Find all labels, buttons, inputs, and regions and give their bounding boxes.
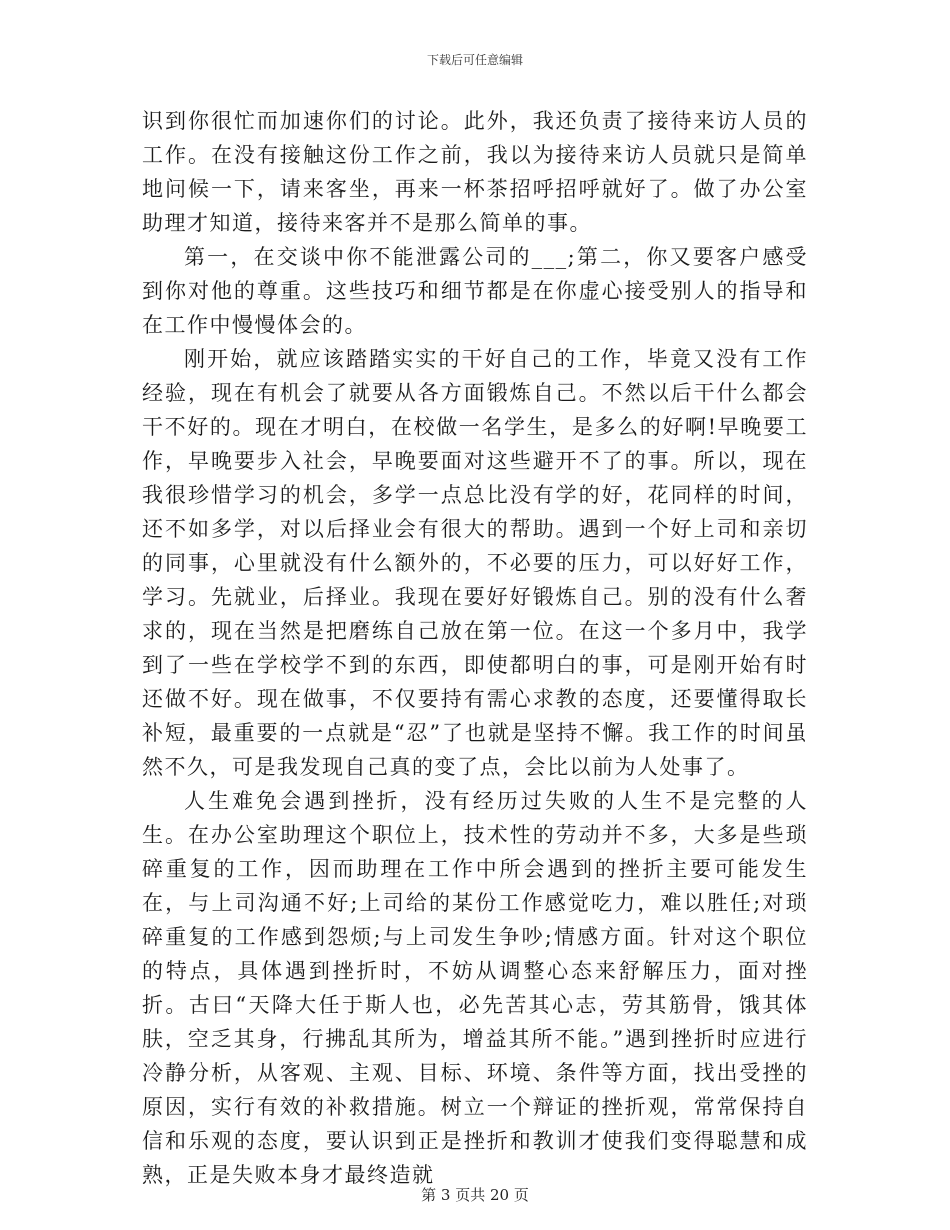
paragraph-3: 刚开始，就应该踏踏实实的干好自己的工作，毕竟又没有工作经验，现在有机会了就要从各方面锻炼自己。不然以后干什么都会干不好的。现在才明白，在校做一名学生，是多么的好啊!早晚要工作，早晚要步入社会，早晚要面对这些避开不了的事。所以，现在我很珍惜学习的机会，多学一点总比没有学的好，花同样的时间，还不如多学，对以后择业会有很大的帮助。遇到一个好上司和亲切的同事，心里就没有什么额外的，不必要的压力，可以好好工作，学习。先就业，后择业。我现在要好好锻炼自己。别的没有什么奢求的，现在当然是把磨练自己放在第一位。在这一个多月中，我学到了一些在学校学不到的东西，即使都明白的事，可是刚开始有时还做不好。现在做事，不仅要持有需心求教的态度，还要懂得取长补短，最重要的一点就是“忍”了也就是坚持不懈。我工作的时间虽然不久，可是我发现自己真的变了点，会比以前为人处事了。 [142, 347, 808, 779]
paragraph-2: 第一，在交谈中你不能泄露公司的___;第二，你又要客户感受到你对他的尊重。这些技巧和细节都是在你虚心接受别人的指导和在工作中慢慢体会的。 [142, 245, 808, 337]
paragraph-1: 识到你很忙而加速你们的讨论。此外，我还负责了接待来访人员的工作。在没有接触这份工作之前，我以为接待来访人员就只是简单地问候一下，请来客坐，再来一杯茶招呼招呼就好了。做了办公室助理才知道，接待来客并不是那么简单的事。 [142, 109, 808, 235]
page-number: 第 3 页共 20 页 [421, 1186, 529, 1204]
page-header: 下载后可任意编辑 [426, 53, 523, 67]
document-body [142, 104, 808, 1192]
paragraph-4: 人生难免会遇到挫折，没有经历过失败的人生不是完整的人生。在办公室助理这个职位上，技术性的劳动并不多，大多是些琐碎重复的工作，因而助理在工作中所会遇到的挫折主要可能发生在，与上司沟通不好;上司给的某份工作感觉吃力，难以胜任;对琐碎重复的工作感到怨烦;与上司发生争吵;情感方面。针对这个职位的特点，具体遇到挫折时，不妨从调整心态来舒解压力，面对挫折。古曰“天降大任于斯人也，必先苦其心志，劳其筋骨，饿其体肤，空乏其身，行拂乱其所为，增益其所不能。”遇到挫折时应进行冷静分析，从客观、主观、目标、环境、条件等方面，找出受挫的原因，实行有效的补救措施。树立一个辩证的挫折观，常常保持自信和乐观的态度，要认识到正是挫折和教训才使我们变得聪慧和成熟，正是失败本身才最终造就 [142, 789, 808, 1187]
